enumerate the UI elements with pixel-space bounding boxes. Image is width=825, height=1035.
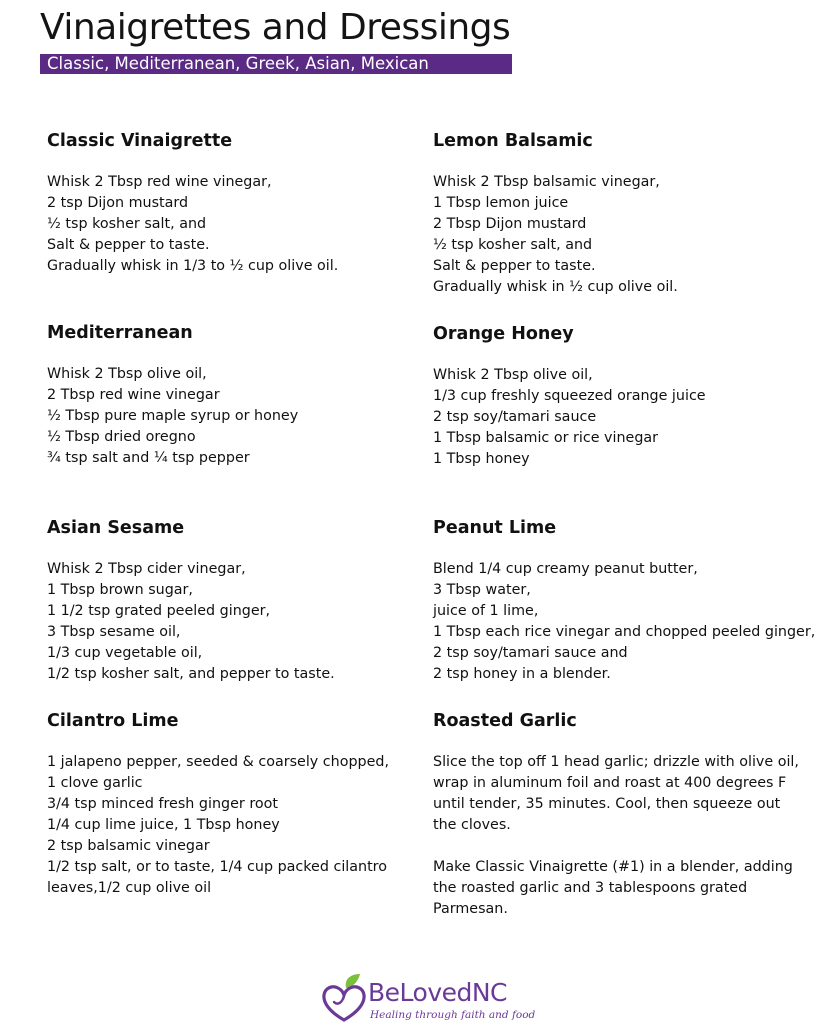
heart-shape: [324, 987, 364, 1020]
recipe-ingredients: [47, 752, 432, 899]
ingredient-line: 1 jalapeno pepper, seeded & coarsely chopped,: [47, 754, 390, 770]
page-subtitle: Classic, Mediterranean, Greek, Asian, Mexican: [40, 54, 512, 74]
ingredient-line: Whisk 2 Tbsp olive oil,: [433, 367, 593, 383]
recipe-ingredients: [433, 172, 821, 298]
ingredient-line: 3/4 tsp minced fresh ginger root: [47, 796, 278, 812]
recipe-mediterranean: [47, 322, 432, 469]
ingredient-line: 2 Tbsp Dijon mustard: [433, 216, 587, 232]
recipe-ingredients: [47, 172, 432, 277]
ingredient-line: 2 Tbsp red wine vinegar: [47, 387, 220, 403]
ingredient-line: ½ tsp kosher salt, and: [433, 237, 593, 253]
recipe-ingredients: [433, 752, 821, 920]
ingredient-line: Whisk 2 Tbsp olive oil,: [47, 366, 207, 382]
ingredient-line: ¾ tsp salt and ¼ tsp pepper: [47, 450, 250, 466]
ingredient-line: Salt & pepper to taste.: [47, 237, 210, 253]
recipe-title: Peanut Lime: [433, 518, 557, 538]
ingredient-line: 2 tsp soy/tamari sauce: [433, 409, 597, 425]
ingredient-line: Whisk 2 Tbsp balsamic vinegar,: [433, 174, 660, 190]
ingredient-line: Make Classic Vinaigrette (#1) in a blender, adding: [433, 859, 793, 875]
ingredient-line: 2 tsp honey in a blender.: [433, 666, 611, 682]
ingredient-line: 3 Tbsp water,: [433, 582, 531, 598]
recipe-classic-vinaigrette: [47, 130, 432, 277]
recipe-roasted-garlic: [433, 710, 821, 920]
recipe-title: Orange Honey: [433, 324, 574, 344]
ingredient-line: 3 Tbsp sesame oil,: [47, 624, 181, 640]
heart-swirl: [334, 995, 344, 1004]
recipe-title: Lemon Balsamic: [433, 131, 593, 151]
ingredient-line: Whisk 2 Tbsp red wine vinegar,: [47, 174, 272, 190]
ingredient-line: Parmesan.: [433, 901, 508, 917]
ingredient-line: 1 Tbsp honey: [433, 451, 530, 467]
ingredient-line: the cloves.: [433, 817, 511, 833]
recipe-ingredients: [433, 559, 821, 685]
ingredient-line: 1 Tbsp brown sugar,: [47, 582, 193, 598]
ingredient-line: the roasted garlic and 3 tablespoons grated: [433, 880, 748, 896]
recipe-title: Asian Sesame: [47, 518, 185, 538]
ingredient-line: 1/4 cup lime juice, 1 Tbsp honey: [47, 817, 280, 833]
ingredient-line: ½ Tbsp dried oregno: [47, 429, 196, 445]
ingredient-line: ½ Tbsp pure maple syrup or honey: [47, 408, 299, 424]
ingredient-line: wrap in aluminum foil and roast at 400 degrees F: [433, 775, 787, 791]
ingredient-line: 1 1/2 tsp grated peeled ginger,: [47, 603, 271, 619]
heart-leaf-icon: [320, 972, 370, 1028]
ingredient-line: Slice the top off 1 head garlic; drizzle with olive oil,: [433, 754, 799, 770]
ingredient-line: 1 Tbsp lemon juice: [433, 195, 569, 211]
ingredient-line: 2 tsp soy/tamari sauce and: [433, 645, 628, 661]
ingredient-line: until tender, 35 minutes. Cool, then squeeze out: [433, 796, 781, 812]
recipe-title: Mediterranean: [47, 323, 193, 343]
recipe-ingredients: [433, 365, 821, 470]
recipe-ingredients: [47, 364, 432, 469]
ingredient-line: 1 Tbsp each rice vinegar and chopped peeled ginger,: [433, 624, 816, 640]
logo-name: BeLovedNC: [368, 978, 508, 1007]
recipe-asian-sesame: [47, 517, 432, 685]
ingredient-line: Gradually whisk in ½ cup olive oil.: [433, 279, 678, 295]
ingredient-line: Gradually whisk in 1/3 to ½ cup olive oil.: [47, 258, 339, 274]
ingredient-line: Blend 1/4 cup creamy peanut butter,: [433, 561, 698, 577]
ingredient-line: 1 clove garlic: [47, 775, 143, 791]
ingredient-line: Whisk 2 Tbsp cider vinegar,: [47, 561, 246, 577]
recipe-title: Cilantro Lime: [47, 711, 179, 731]
recipe-lemon-balsamic: [433, 130, 821, 298]
page-title: Vinaigrettes and Dressings: [40, 7, 511, 48]
recipe-orange-honey: [433, 323, 821, 470]
ingredient-line: Salt & pepper to taste.: [433, 258, 596, 274]
ingredient-line: leaves,1/2 cup olive oil: [47, 880, 212, 896]
recipe-cilantro-lime: [47, 710, 432, 899]
recipe-ingredients: [47, 559, 432, 685]
recipe-peanut-lime: [433, 517, 821, 685]
ingredient-line: 1/2 tsp kosher salt, and pepper to taste.: [47, 666, 335, 682]
ingredient-line: 2 tsp Dijon mustard: [47, 195, 189, 211]
ingredient-line: 1/3 cup vegetable oil,: [47, 645, 203, 661]
ingredient-line: [433, 836, 821, 857]
belovednc-logo: [320, 972, 536, 1028]
ingredient-line: 1/3 cup freshly squeezed orange juice: [433, 388, 706, 404]
ingredient-line: 1/2 tsp salt, or to taste, 1/4 cup packed cilantro: [47, 859, 387, 875]
ingredient-line: 1 Tbsp balsamic or rice vinegar: [433, 430, 659, 446]
ingredient-line: ½ tsp kosher salt, and: [47, 216, 207, 232]
ingredient-line: juice of 1 lime,: [433, 603, 539, 619]
logo-tagline: Healing through faith and food: [370, 1009, 536, 1021]
recipe-title: Roasted Garlic: [433, 711, 577, 731]
recipe-title: Classic Vinaigrette: [47, 131, 233, 151]
ingredient-line: 2 tsp balsamic vinegar: [47, 838, 210, 854]
